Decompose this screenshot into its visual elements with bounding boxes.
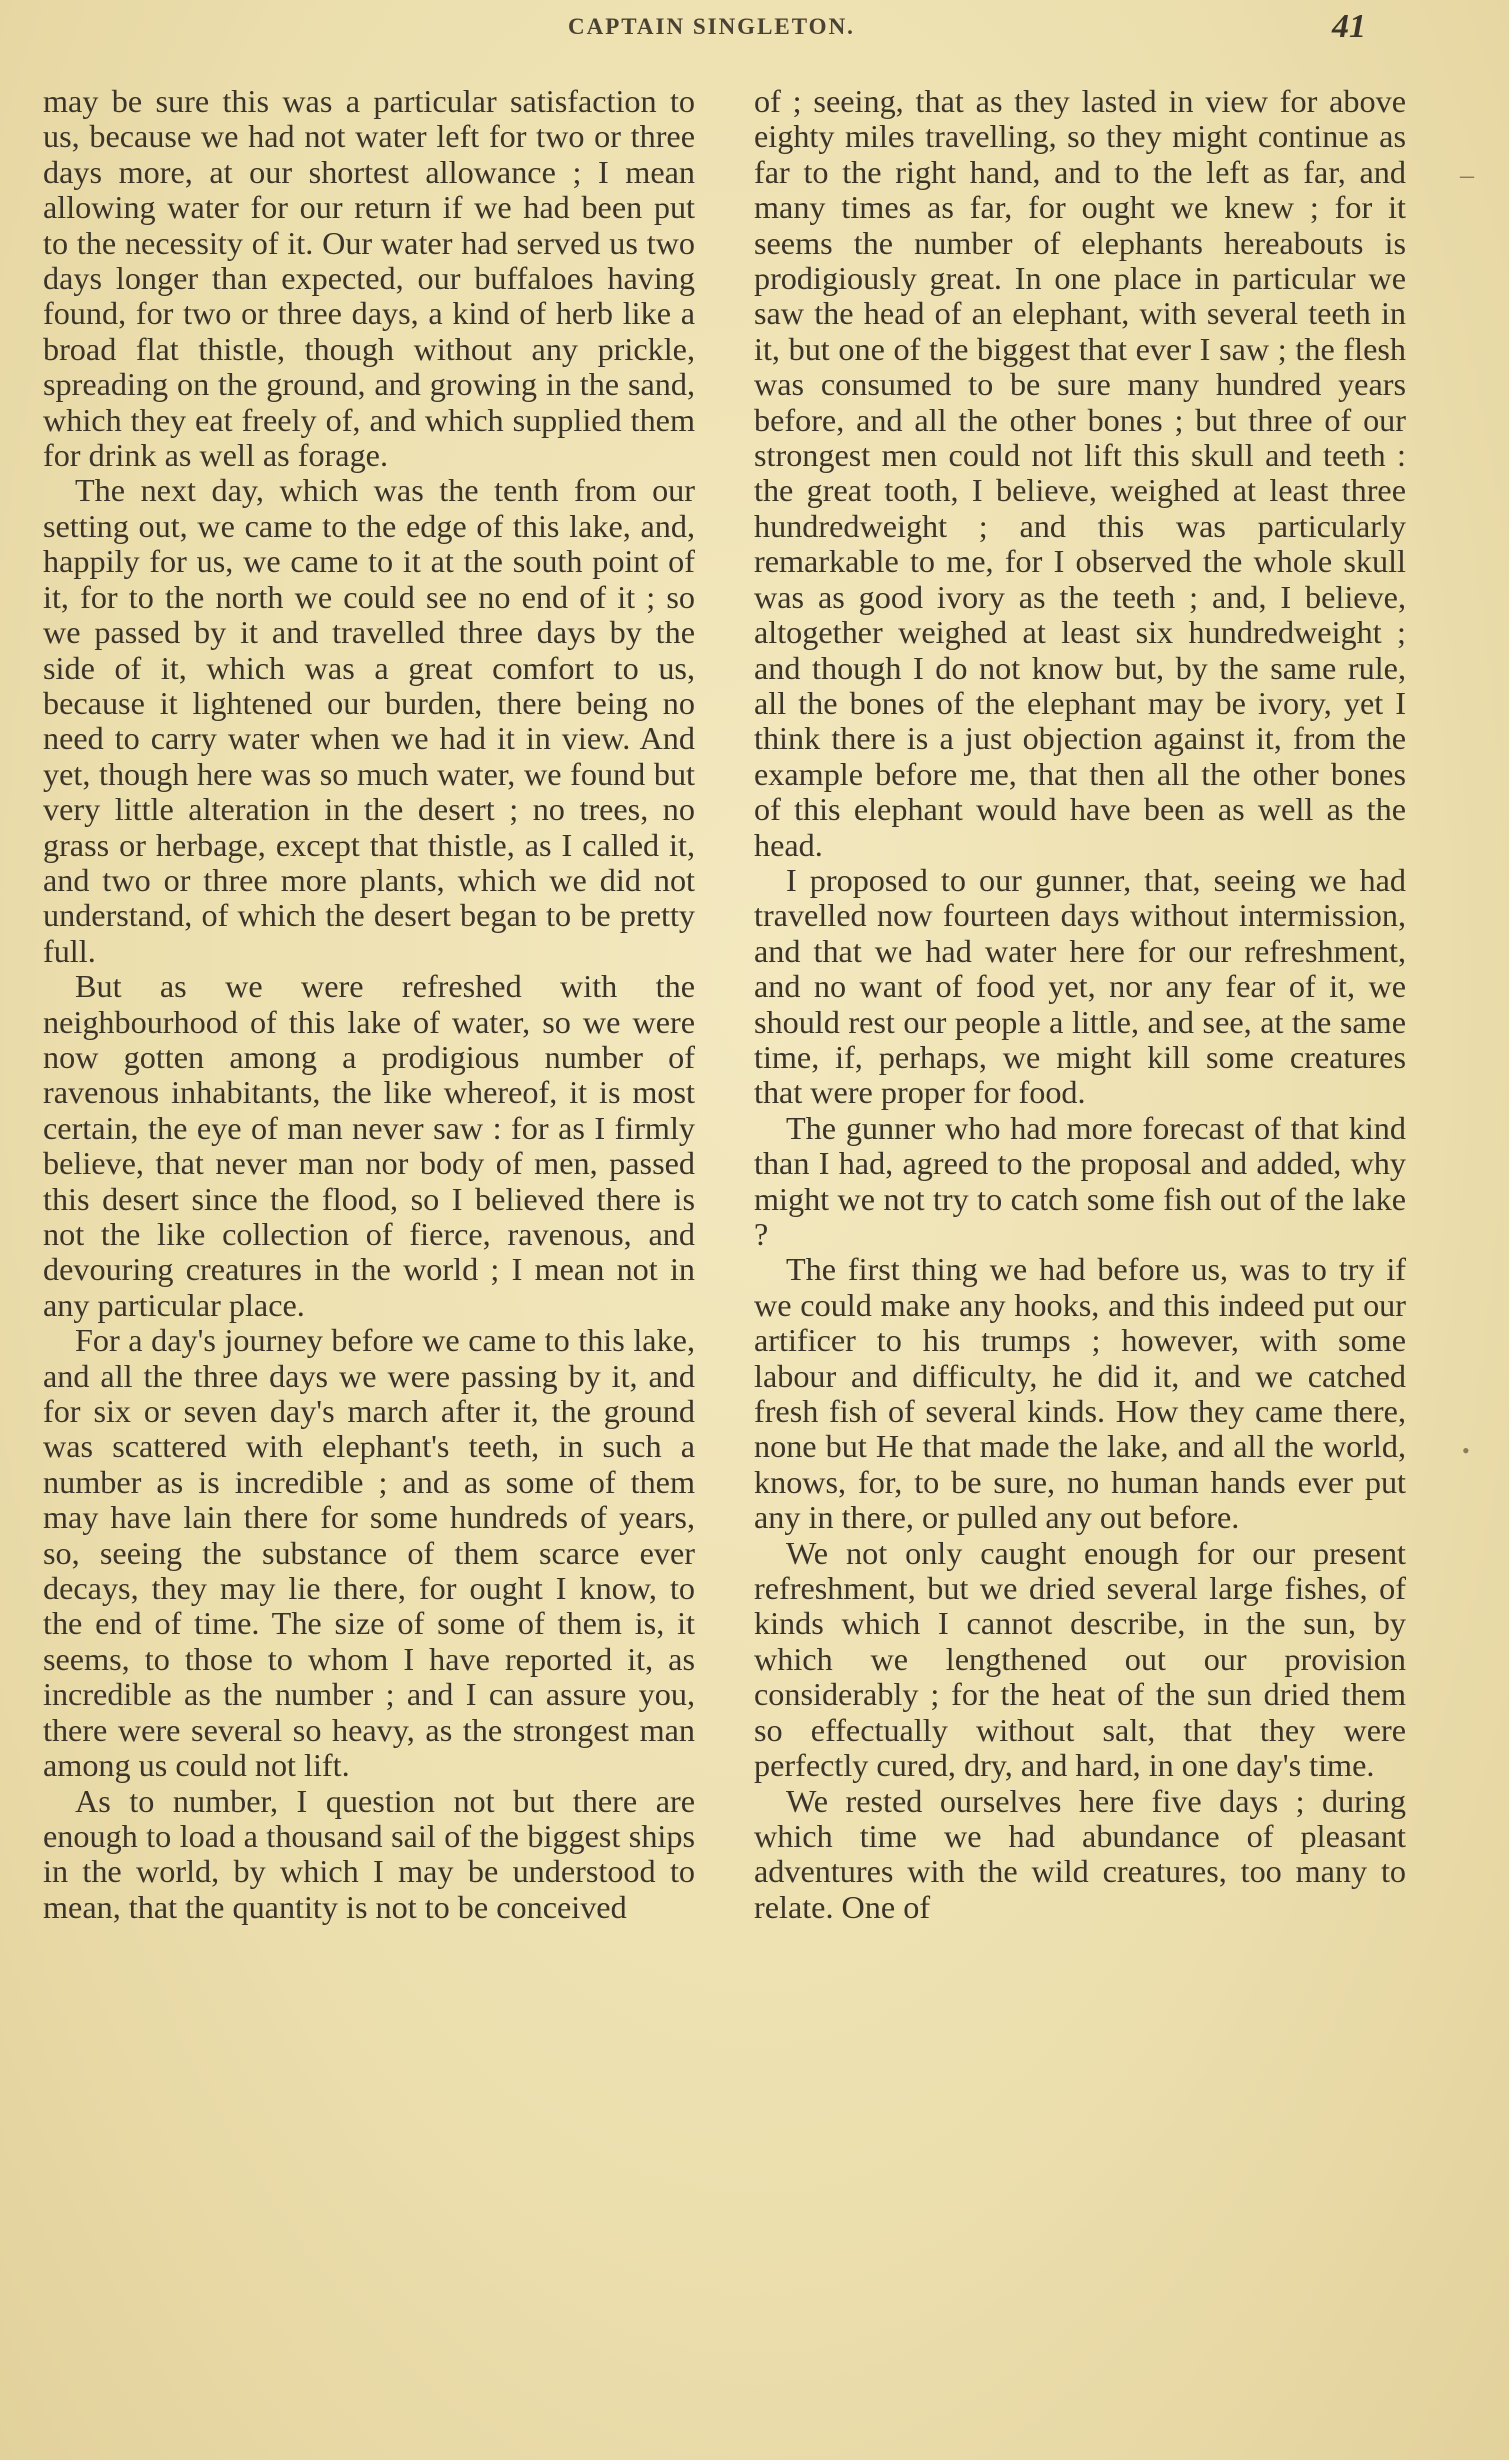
page-number: 41 (1332, 8, 1366, 45)
paragraph: The first thing we had before us, was to try if we could make any hooks, and this indeed put our artificer to his trumps ; however, with some labour and difficulty, he did it, and we catched fresh fish of several kinds. How they came there, none but He that made the lake, and all the world, knows, for, to be sure, no human hands ever put any in there, or pulled any out before. (754, 1251, 1406, 1536)
running-title: CAPTAIN SINGLETON. (568, 14, 855, 39)
right-column (754, 84, 1406, 1925)
paragraph: may be sure this was a particular satisfaction to us, because we had not water left for two or three days more, at our shortest allowance ; I mean allowing water for our return if we had been put to the necessity of it. Our water had served us two days longer than expected, our buffaloes having found, for two or three days, a kind of herb like a broad flat thistle, though without any prickle, spreading on the ground, and growing in the sand, which they eat freely of, and which supplied them for drink as well as forage. (43, 83, 695, 474)
left-column (43, 84, 695, 1925)
paragraph: The gunner who had more forecast of that kind than I had, agreed to the proposal and added, why might we not try to catch some fish out of the lake ? (754, 1109, 1406, 1252)
paragraph: But as we were refreshed with the neighbourhood of this lake of water, so we were now gotten among a prodigious number of ravenous inhabitants, the like whereof, it is most certain, the eye of man never saw : for as I firmly believe, that never man nor body of men, passed this desert since the flood, so I believed there is not the like collection of fierce, ravenous, and devouring creatures in the world ; I mean not in any particular place. (43, 968, 695, 1323)
paragraph: I proposed to our gunner, that, seeing we had travelled now fourteen days without intermission, and that we had water here for our refreshment, and no want of food yet, nor any fear of it, we should rest our people a little, and see, at the same time, if, perhaps, we might kill some creatures that were proper for food. (754, 861, 1406, 1111)
paragraph: of ; seeing, that as they lasted in view for above eighty miles travelling, so they might continue as far to the right hand, and to the left as far, and many times as far, for ought we knew ; for it seems the number of elephants hereabouts is prodigiously great. In one place in particular we saw the head of an elephant, with several teeth in it, but one of the biggest that ever I saw ; the flesh was consumed to be sure many hundred years before, and all the other bones ; but three of our strongest men could not lift this skull and teeth : the great tooth, I believe, weighed at least three hundredweight ; and this was particularly remarkable to me, for I observed the whole skull was as good ivory as the teeth ; and, I believe, altogether weighed at least six hundredweight ; and though I do not know but, by the same rule, all the bones of the elephant may be ivory, yet I think there is a just objection against it, from the example before me, that then all the other bones of this elephant would have been as well as the head. (754, 83, 1406, 863)
paragraph: As to number, I question not but there are enough to load a thousand sail of the biggest ships in the world, by which I may be understood to mean, that the quantity is not to be conceived (43, 1782, 695, 1925)
margin-dash-mark: – (1460, 160, 1474, 191)
paragraph: We not only caught enough for our present refreshment, but we dried several large fishes, of kinds which I cannot describe, in the sun, by which we lengthened out our provision considerably ; for the heat of the sun dried them so effectually without salt, that they were perfectly cured, dry, and hard, in one day's time. (754, 1534, 1406, 1784)
page-header (0, 8, 1509, 52)
paragraph: For a day's journey before we came to this lake, and all the three days we were passing by it, and for six or seven day's march after it, the ground was scattered with elephant's teeth, in such a number as is incredible ; and as some of them may have lain there for some hundreds of years, so, seeing the substance of them scarce ever decays, they may lie there, for ought I know, to the end of time. The size of some of them is, it seems, to those to whom I have reported it, as incredible as the number ; and I can assure you, there were several so heavy, as the strongest man among us could not lift. (43, 1322, 695, 1784)
paragraph: The next day, which was the tenth from our setting out, we came to the edge of this lake, and, happily for us, we came to it at the south point of it, for to the north we could see no end of it ; so we passed by it and travelled three days by the side of it, which was a great comfort to us, because it lightened our burden, there being no need to carry water when we had it in view. And yet, though here was so much water, we found but very little alteration in the desert ; no trees, no grass or herbage, except that thistle, as I called it, and two or three more plants, which we did not understand, of which the desert began to be pretty full. (43, 472, 695, 969)
margin-dot-mark: • (1462, 1438, 1470, 1463)
paragraph: We rested ourselves here five days ; during which time we had abundance of pleasant adventures with the wild creatures, too many to relate. One of (754, 1782, 1406, 1925)
